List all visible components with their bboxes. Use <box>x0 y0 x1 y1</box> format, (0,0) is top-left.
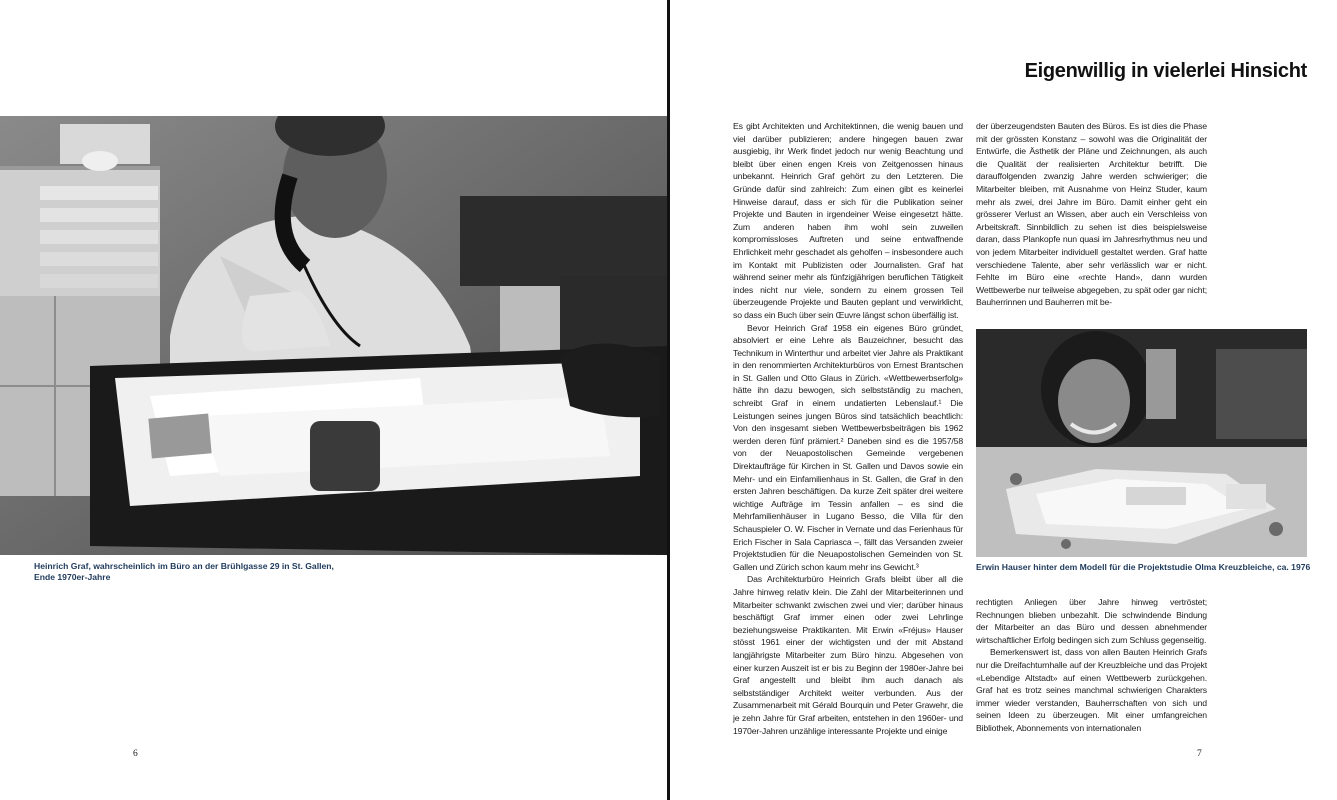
paragraph: Es gibt Architekten und Architektinnen, die wenig bauen und viel darüber publizieren; andere hingegen bauen zwar ausgiebig, ihr Werk findet jedoch nur wenig Beachtung und bleibt über einen engen Kreis von Zeitgenossen hinaus unbekannt. Heinrich Graf gehört zu den Letzteren. Die Gründe dafür sind zahlreich: Zum einen gibt es keinerlei Hinweise darauf, dass er sich für die Publikation seiner Projekte und Bauten in irgendeiner Weise eingesetzt hätte. Zum anderen haben ihm wohl sein zuweilen kompromissloses Auftreten und seine entwaffnende Ehrlichkeit mehr geschadet als geholfen – insbesondere auch im Kontakt mit Publizisten oder Journalisten. Graf hat während seiner mehr als fünfzigjährigen beruflichen Tätigkeit indes nicht nur viele, sondern zu einem grossen Teil überzeugende Projekte und Bauten geplant und verwirklicht, so dass ein Buch über sein Œuvre längst schon überfällig ist. <box>733 121 963 320</box>
photo-caption-right: Erwin Hauser hinter dem Modell für die Projektstudie Olma Kreuzbleiche, ca. 1976 <box>976 562 1311 572</box>
text-column-2-bottom <box>976 596 1207 735</box>
photo-erwin-hauser-model <box>976 329 1307 557</box>
photo-heinrich-graf-at-desk <box>0 116 667 555</box>
paragraph: Das Architekturbüro Heinrich Grafs bleibt über all die Jahre hinweg relativ klein. Die Zahl der Mitarbeiterinnen und Mitarbeiter schwankt zwischen zwei und vier; darüber hinaus beschäftigt Graf immer einen oder zwei Lehrlinge beziehungsweise Praktikanten. Mit Erwin «Fréjus» Hauser stösst 1961 einer der wichtigsten und der mit Abstand langjährigste Mitarbeiter zum Büro hinzu. Abgesehen von einer kurzen Auszeit ist er bis zu Beginn der 1980er-Jahre bei Graf angestellt und bleibt ihm auch danach als selbstständiger Architekt weiter verbunden. Aus der Zusammenarbeit mit Gérald Bourquin und Peter Grawehr, die je zehn Jahre für Graf arbeiten, entstehen in den 1960er- und 1970er-Jahren unzählige interessante Projekte und einige <box>733 574 963 736</box>
paragraph: rechtigten Anliegen über Jahre hinweg vertröstet; Rechnungen blieben unbezahlt. Die schwindende Bindung der Mitarbeiter an das Büro und dessen abnehmender wirtschaftlicher Erfolg bedingen sich zum Schluss gegenseitig. <box>976 597 1207 645</box>
photo-heinrich-graf-image <box>0 116 667 555</box>
paragraph: Bemerkenswert ist, dass von allen Bauten Heinrich Grafs nur die Dreifachturnhalle auf der Kreuzbleiche und das Projekt «Lebendige Altstadt» auf einen Wettbewerb zurückgehen. Graf hat es trotz seines manchmal schwierigen Charakters immer wieder verstanden, Bauherrschaften von sich und seinen Ideen zu überzeugen. Mit einer umfangreichen Bibliothek, Abonnements von internationalen <box>976 647 1207 733</box>
page-number-left: 6 <box>133 749 138 759</box>
left-page <box>0 0 667 800</box>
photo-erwin-hauser-image <box>976 329 1307 557</box>
text-column-2-top <box>976 120 1207 309</box>
paragraph: Bevor Heinrich Graf 1958 ein eigenes Büro gründet, absolviert er eine Lehre als Bauzeichner, besucht das Technikum in Winterthur und arbeitet vier Jahre als Praktikant in den renommierten Architekturbüros von Ernest Brantschen in St. Gallen und Otto Glaus in Zürich. «Wettbewerbserfolg» hätte ihn dazu bewogen, sich selbstständig zu machen, schreibt Graf in einem undatierten Lebenslauf.¹ Die Leistungen seines jungen Büros sind tatsächlich beachtlich: Von den insgesamt sieben Wettbewerbsbeiträgen bis 1962 werden deren fünf prämiert.² Daneben sind es die 1957/58 von der Neuapostolischen Gemeinde vergebenen Direktaufträge für Kirchen in St. Gallen und Davos sowie ein Mehr- und ein Einfamilienhaus in St. Gallen, die Graf in den ersten Jahren beschäftigen. Da kurze Zeit später drei weitere wichtige Aufträge im Tessin anfallen – es sind die Mehrfamilienhäuser in Lugano Besso, die Villa für den Schauspieler O. W. Fischer in Vernate und das Ferienhaus für Erich Fischer in Sala Capriasca –, fällt das Versanden zweier Projektstudien für die Neuapostolischen Gemeinden von St. Gallen und Zürich schon kaum mehr ins Gewicht.³ <box>733 322 963 572</box>
chapter-heading: Eigenwillig in vielerlei Hinsicht <box>1024 60 1307 82</box>
text-column-1 <box>733 120 963 737</box>
page-number-right: 7 <box>1197 749 1202 759</box>
paragraph: der überzeugendsten Bauten des Büros. Es ist dies die Phase mit der grössten Konstanz – sowohl was die Originalität der Entwürfe, die Ästhetik der Pläne und Zeichnungen, als auch die Qualität der realisierten Architektur betrifft. Die darauffolgenden zwanzig Jahre werden schwieriger; die Mitarbeiter bleiben, mit Ausnahme von Heinz Studer, kaum mehr als zwei, drei Jahre im Büro. Damit einher geht ein grösserer Verlust an Wissen, aber auch ein Verschleiss von Arbeitskraft. Sinnbildlich zu sehen ist dies beispielsweise daran, dass Plankopfe nun quasi im Jahresrhythmus neu und von jedem Mitarbeiter individuell gestaltet werden. Graf hatte verschiedene Talente, aber sehr verlässlich war er nicht. Fehlte im Büro eine «rechte Hand», dann wurden Wettbewerbe nur teilweise abgegeben, zu spät oder gar nicht; Bauherrinnen und Bauherren mit be- <box>976 121 1207 308</box>
photo-caption-left: Heinrich Graf, wahrscheinlich im Büro an der Brühlgasse 29 in St. Gallen, Ende 1970er-Jahre <box>34 561 334 582</box>
